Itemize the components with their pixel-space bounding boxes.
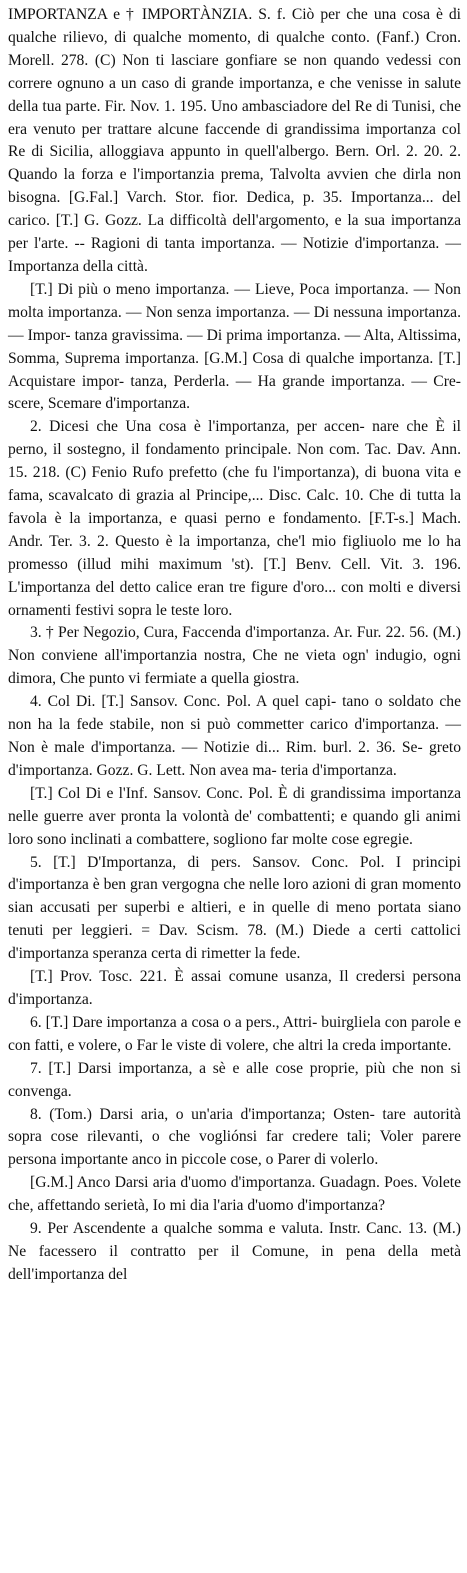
text-line: di qualche conto. (Fanf.) Cron. Morell. 278. (C) <box>8 28 461 69</box>
text-line: in piccole cose, o Parer di volerlo. <box>165 1151 379 1169</box>
text-line: Guadagn. Poes. Volete che, affettando serietà, Io <box>8 1174 461 1215</box>
entry-paragraph <box>8 1218 461 1287</box>
text-line: viste di volere, che altri la creda importante. <box>176 1036 452 1054</box>
entry-paragraph <box>8 783 461 852</box>
text-line: Ter. 3. 2. Questo è la importanza, che'l mio figliuolo <box>49 532 397 550</box>
text-line: Pol. I principi d'importanza è ben gran vergogna <box>8 853 461 894</box>
text-line: tanza gravissima. — Di prima importanza. — Alta, <box>74 326 395 344</box>
text-line: Ragioni di tanta importanza. — Notizie d'importanza. <box>90 235 440 253</box>
text-line: Il credersi persona d'importanza. <box>8 968 461 1008</box>
text-line: Instr. Canc. 13. (M.) Ne facessero il contratto per <box>8 1220 461 1260</box>
text-line: correre ognuno a un caso di grande importanza, e <box>8 74 325 92</box>
text-line: [T.] Prov. Tosc. 221. È assai comune usanza, <box>30 968 332 986</box>
entry-paragraph <box>8 1012 461 1058</box>
text-line: certi cattolici d'importanza speranza certa di rimetter <box>8 922 462 963</box>
text-line: 7. [T.] Darsi importanza, a sè e alle cose proprie, <box>30 1059 359 1077</box>
text-line: IMPORTANZA e † IMPORTÀNZIA. S. f. Ciò per che <box>8 6 368 23</box>
text-line: 6. [T.] Dare importanza a cosa o a pers., Attri- <box>30 1013 318 1031</box>
text-line: tenuti per leggieri. = Dav. Scism. 78. (M.) Diede a <box>8 922 366 940</box>
text-line: [T.] Di più o meno importanza. — Lieve, Poca <box>30 280 330 298</box>
text-line: 195. Uno ambasciadore del Re di Tunisi, che era <box>8 97 461 138</box>
text-line: Cosa di qualche importanza. [T.] Acquistare impor- <box>8 349 461 390</box>
text-line: 4. Col Di. [T.] Sansov. Conc. Pol. A quel capi- <box>30 693 337 711</box>
text-line: venuto per trattare alcune faccende di grandissima <box>33 120 360 138</box>
entry-paragraph <box>8 4 461 279</box>
text-line: tare autorità sopra cose rilevanti, o che vogliónsi far <box>8 1105 461 1146</box>
text-line: bisogna. [G.Fal.] Varch. Stor. fior. Dedica, p. 35. <box>8 189 343 207</box>
text-line: tanza, Perderla. — Ha grande importanza. — Cre- <box>130 372 462 390</box>
text-line: Non ti lasciare gonfiare se non quando vedessi con <box>122 51 461 69</box>
text-line: più che non si convenga. <box>8 1059 461 1100</box>
text-line: importanza. — Non molta importanza. — Non senza <box>8 280 461 321</box>
text-line: Benv. Cell. Vit. 3. 196. L'importanza del detto calice <box>8 555 462 596</box>
text-line: greto d'importanza. Gozz. G. Lett. Non avea ma- <box>8 739 461 779</box>
entry-paragraph <box>8 1172 461 1218</box>
text-line: punto vi fermiate a quella giostra. <box>89 670 300 688</box>
text-line: teria d'importanza. <box>280 761 397 779</box>
text-line: scere, Scemare d'importanza. <box>8 395 191 413</box>
entry-paragraph <box>8 691 461 783</box>
text-line: nostra, Che ne vieta ogn' indugio, ogni dimora, Che <box>8 647 461 688</box>
text-line: e l'importanzia prema, Talvolta avvien che dirla non <box>119 166 462 184</box>
text-line: può commetter carico d'importanza. — Non è male <box>8 716 462 756</box>
text-line: la fede. <box>254 945 301 963</box>
text-line: 3. † Per Negozio, Cura, Faccenda d'importanza. <box>30 624 330 642</box>
text-line: 5. [T.] D'Importanza, di pers. Sansov. Conc. <box>30 853 349 871</box>
text-line: Ar. Fur. 22. 56. (M.) Non conviene all'importanzia <box>8 624 461 665</box>
entry-paragraph <box>8 279 461 416</box>
text-line: Altissima, Somma, Suprema importanza. [G.M.] <box>8 326 461 367</box>
text-line: Importanza... del carico. [T.] G. Gozz. La difficoltà <box>8 189 461 230</box>
text-line: 2. Dicesi che Una cosa è l'importanza, per accen- <box>30 418 365 436</box>
text-line: importanza col Re di Sicilia, alloggiava appunto in <box>8 120 461 161</box>
text-line: inclinati a combattere, sogliono far molte cose egregie. <box>70 830 413 848</box>
text-line: che venisse in salute della tua parte. Fir. Nov. 1. <box>8 74 461 115</box>
text-line: [G.M.] Anco Darsi aria d'uomo d'importanza. <box>30 1174 316 1192</box>
entry-paragraph <box>8 1058 461 1104</box>
text-line: quasi perno e fondamento. [F.T-s.] Mach. Andr. <box>8 509 461 550</box>
text-line: festivi sopra le teste loro. <box>75 601 233 619</box>
text-line: dell'argomento, e la sua importanza per l'arte. -- <box>8 212 461 253</box>
entry-paragraph <box>8 852 461 967</box>
text-line: buirgliela con parole e con fatti, e volere, o Far le <box>8 1013 462 1054</box>
text-line: me lo ha promesso (illud mihi maximum 'st). [T.] <box>8 532 461 573</box>
text-line: Calc. 10. Che di tutta la favola è la importanza, e <box>8 487 461 527</box>
text-line: il Comune, in pena della metà dell'importanza del <box>8 1242 462 1283</box>
text-line: per superbi e altieri, e in quelle di meno portata siano <box>97 899 462 917</box>
text-line: Fenio Rufo prefetto (che fu l'importanza), di buona <box>91 464 421 482</box>
text-line: importanza. — Di nessuna importanza. — Impor- <box>8 303 461 344</box>
text-line: principale. Non com. Tac. Dav. Ann. 15. 218. (C) <box>8 441 461 482</box>
text-line: [T.] Col Di e l'Inf. Sansov. Conc. Pol. È di <box>30 784 306 802</box>
text-line: tano o soldato che non ha la fede stabile, non si <box>8 693 461 734</box>
entry-paragraph <box>8 416 461 622</box>
text-line: una cosa è di qualche rilievo, di qualche momento, <box>8 6 461 46</box>
entry-paragraph <box>8 966 461 1012</box>
text-line: 9. Per Ascendente a qualche somma e valuta. <box>30 1220 324 1238</box>
text-line: che nelle loro azioni di gran momento sian accusati <box>8 876 461 917</box>
text-line: eran tre figure d'oro... con molti e diversi ornamenti <box>8 578 461 619</box>
text-line: quell'albergo. Bern. Orl. 2. 20. 2. Quando la forza <box>8 143 461 184</box>
text-line: — Importanza della città. <box>8 235 461 275</box>
text-line: d'importanza. — Notizie di... Rim. burl. 2. 36. Se- <box>90 739 423 756</box>
text-line: mi dia l'aria d'uomo d'importanza? <box>169 1197 386 1215</box>
entry-paragraph <box>8 1104 461 1173</box>
text-line: vita e fama, scavalcato di grazia al Principe,... Disc. <box>8 464 461 505</box>
entry-paragraph <box>8 622 461 691</box>
text-line: 8. (Tom.) Darsi aria, o un'aria d'importanza; Osten- <box>30 1105 375 1123</box>
text-line: nare che È il perno, il sostegno, il fondamento <box>8 418 461 459</box>
text-line: volontà de' combattenti; e quando gli animi loro sono <box>8 807 461 848</box>
text-line: grandissima importanza nelle guerre aver pronta la <box>8 784 461 825</box>
text-line: credere tali; Voler parere persona importante anco <box>8 1128 461 1169</box>
